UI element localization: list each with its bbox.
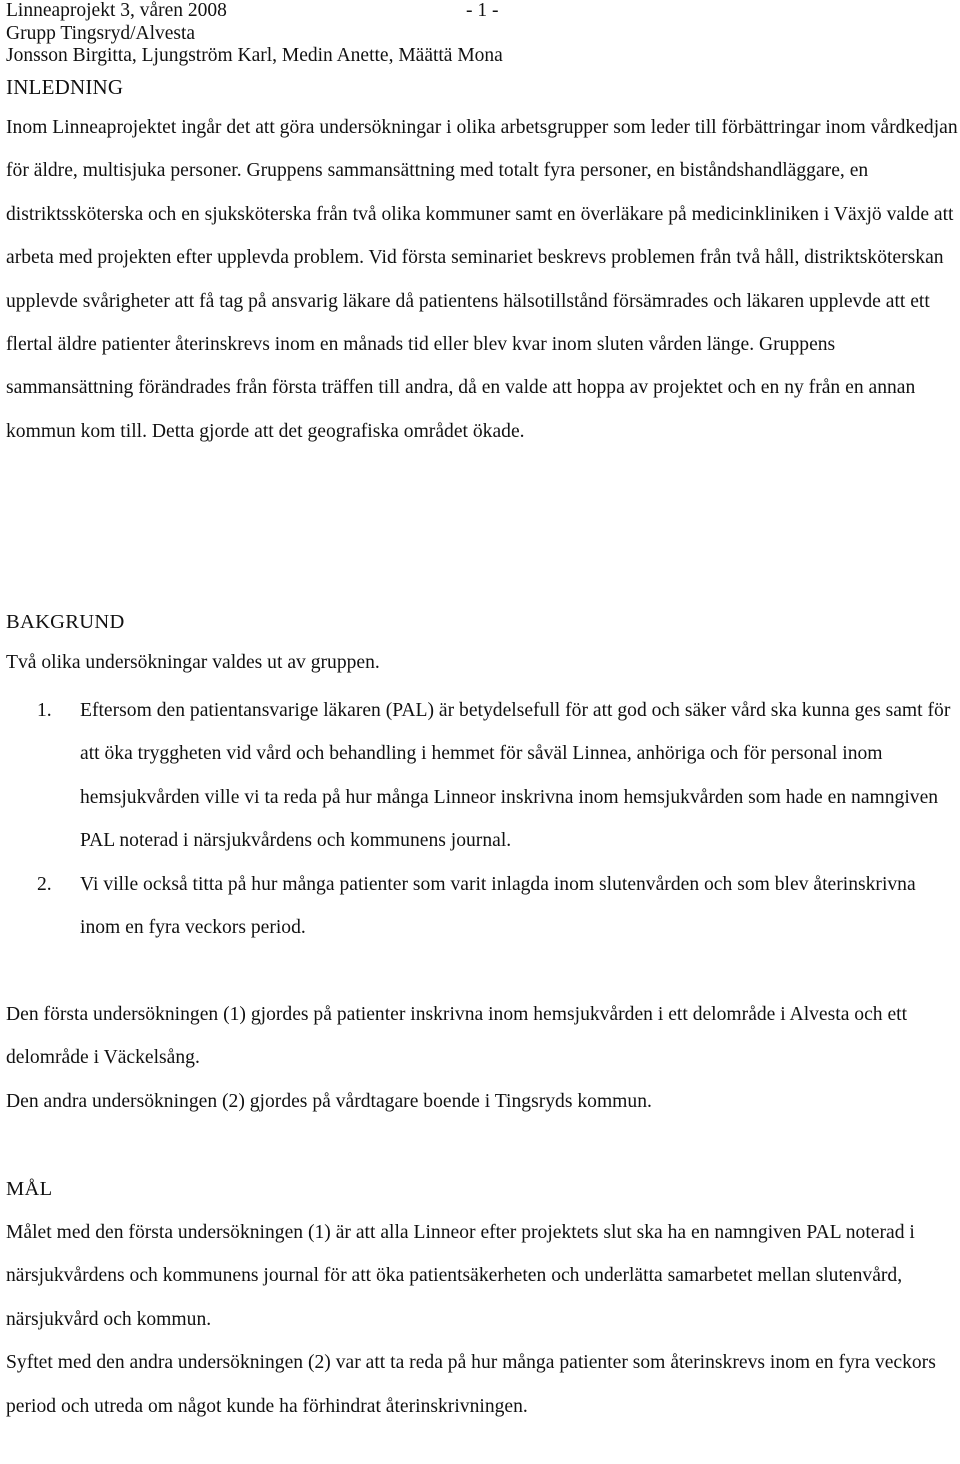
bakgrund-heading: BAKGRUND [6, 611, 125, 633]
list-item-text: Vi ville också titta på hur många patienter som varit inlagda inom slutenvården och som blev återinskrivna inom en fyra veckors period. [80, 873, 916, 939]
study-list [6, 689, 956, 949]
project-title: Linneaprojekt 3, våren 2008 [6, 0, 227, 21]
list-item-number: 1. [37, 700, 52, 721]
inledning-heading: INLEDNING [6, 75, 124, 99]
page-number: - 1 - [466, 0, 499, 21]
list-item [6, 689, 956, 863]
header-row [6, 0, 956, 23]
list-item-number: 2. [37, 873, 52, 895]
mal-section [6, 1211, 956, 1428]
authors: Jonsson Birgitta, Ljungström Karl, Medin Anette, Määttä Mona [6, 45, 503, 66]
inledning-paragraph: Inom Linneaprojektet ingår det att göra undersökningar i olika arbetsgrupper som leder till förbättringar inom vårdkedjan för äldre, multisjuka personer. Gruppens sammansättning med totalt fyra personer, en biståndshandläggare, en distriktssköterska och en sjuksköterska från två olika kommuner samt en överläkare på medicinkliniken i Växjö valde att arbeta med projekten efter upplevda problem. Vid första seminariet beskrevs problemen från två håll, distriktsköterskan upplevde svårigheter att få tag på ansvarig läkare då patientens hälsotillstånd försämrades och läkaren upplevde att ett flertal äldre patienter återinskrevs inom en månads tid eller blev kvar inom sluten vården länge. Gruppens sammansättning förändrades från första träffen till andra, då en valde att hoppa av projektet och en ny från en annan kommun kom till. Detta gjorde att det geografiska området ökade. [6, 117, 958, 442]
bakgrund-lead: Två olika undersökningar valdes ut av gruppen. [6, 652, 380, 673]
mal-paragraph-2: Syftet med den andra undersökningen (2) var att ta reda på hur många patienter som återinskrevs inom en fyra veckors period och utreda om något kunde ha förhindrat återinskrivningen. [6, 1352, 936, 1417]
bakgrund-paragraph-1: Den första undersökningen (1) gjordes på patienter inskrivna inom hemsjukvården i ett delområde i Alvesta och ett delområde i Väckelsång. [6, 1004, 908, 1069]
page-header [6, 0, 956, 68]
group-name: Grupp Tingsryd/Alvesta [6, 22, 196, 44]
mal-heading: MÅL [6, 1178, 53, 1200]
mal-paragraph-1: Målet med den första undersökningen (1) är att alla Linneor efter projektets slut ska ha en namngiven PAL noterad i närsjukvårdens och kommunens journal för att öka patientsäkerheten och underlätta samarbetet mellan slutenvård, närsjukvård och kommun. [6, 1222, 915, 1330]
bakgrund-details [6, 993, 956, 1123]
bakgrund-paragraph-2: Den andra undersökningen (2) gjordes på vårdtagare boende i Tingsryds kommun. [6, 1090, 652, 1112]
list-item [6, 863, 956, 950]
list-item-text: Eftersom den patientansvarige läkaren (PAL) är betydelsefull för att god och säker vård ska kunna ges samt för att öka tryggheten vid vård och behandling i hemmet för såväl Linnea, anhöriga och för personal inom hemsjukvården ville vi ta reda på hur många Linneor inskrivna inom hemsjukvården som hade en namngiven PAL noterad i närsjukvårdens och kommunens journal. [80, 700, 951, 852]
